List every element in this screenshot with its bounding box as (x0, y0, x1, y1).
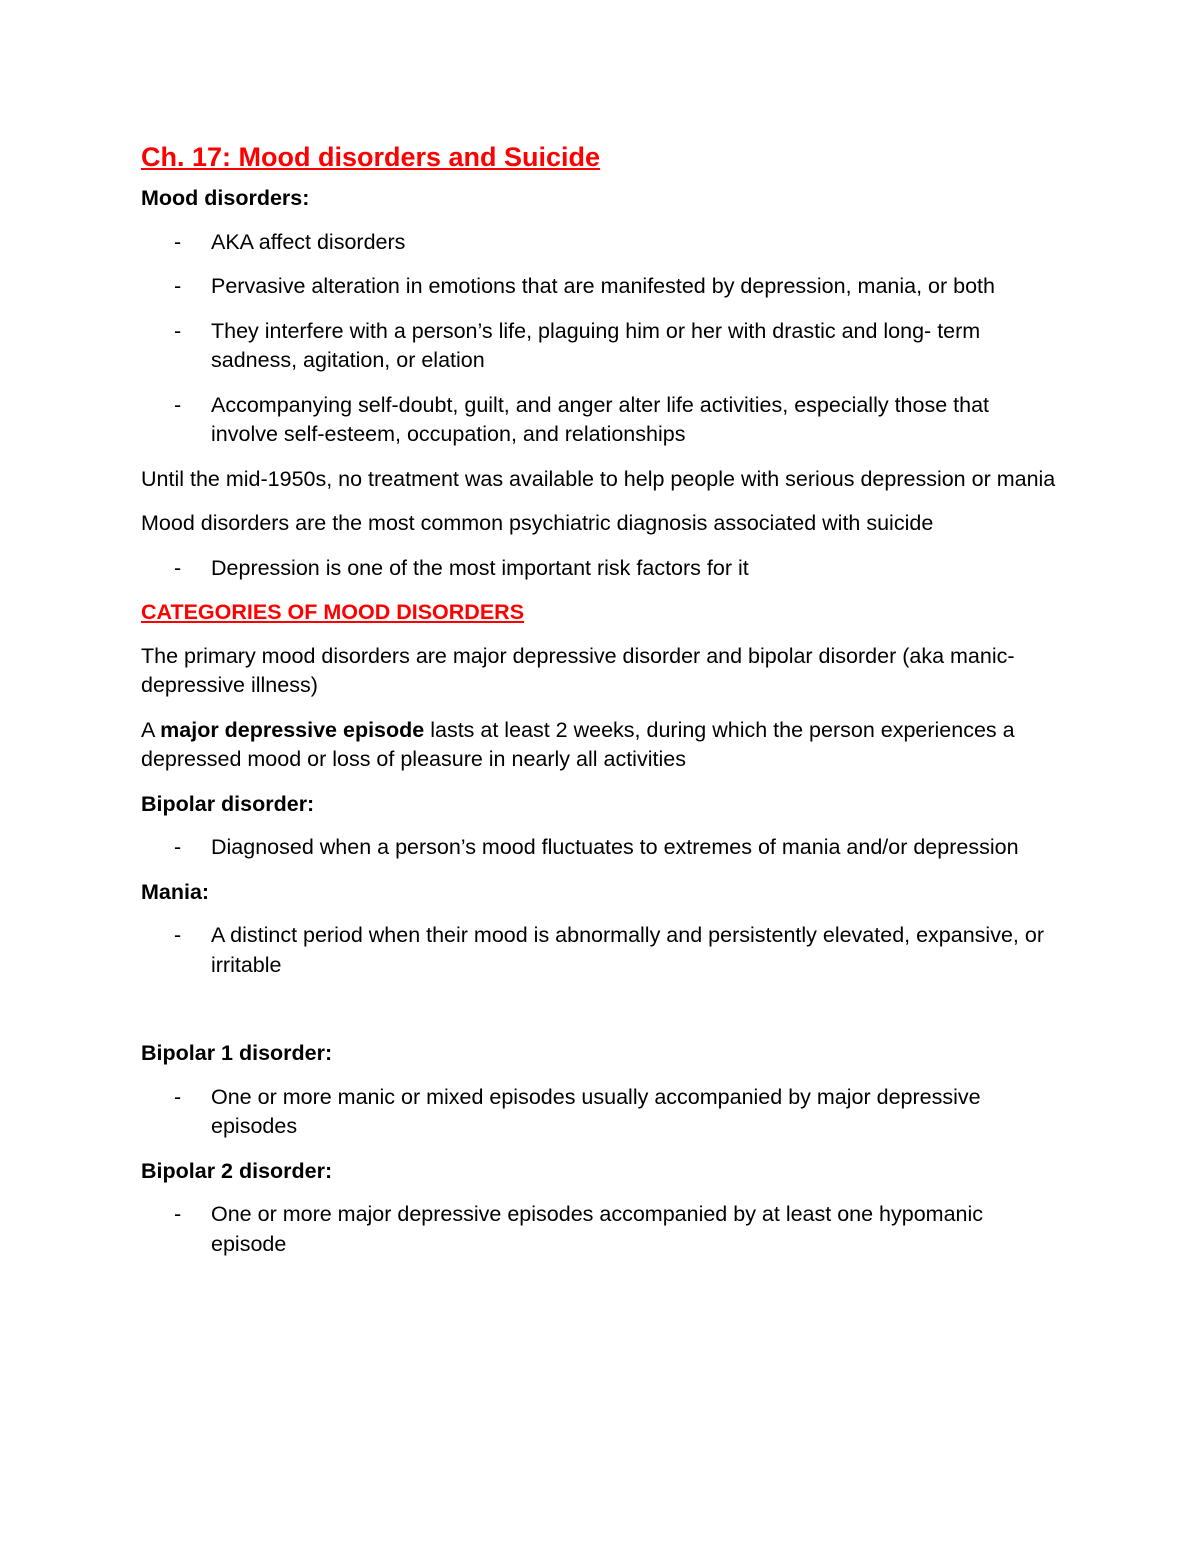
bipolar-1-heading: Bipolar 1 disorder: (141, 1041, 333, 1065)
major-depressive-episode-paragraph (141, 716, 1061, 775)
list-item-text: One or more major depressive episodes accompanied by at least one hypomanic episode (211, 1202, 984, 1256)
bipolar-disorder-heading: Bipolar disorder: (141, 791, 315, 816)
document-page (141, 138, 1061, 1274)
list-item (141, 833, 1061, 863)
suicide-paragraph: Mood disorders are the most common psychiatric diagnosis associated with suicide (141, 511, 934, 535)
list-item (141, 1083, 1061, 1142)
dash-bullet-icon: - (174, 835, 182, 859)
mania-heading: Mania: (141, 879, 210, 904)
paragraph-suffix: lasts at least 2 weeks, during which the person experiences a depressed mood or loss of pleasure in nearly all activities (141, 717, 1015, 771)
dash-bullet-icon: - (174, 229, 182, 254)
suicide-list (141, 554, 1061, 584)
bipolar-2-heading: Bipolar 2 disorder: (141, 1158, 333, 1183)
dash-bullet-icon: - (174, 555, 182, 580)
categories-heading: CATEGORIES OF MOOD DISORDERS (141, 600, 525, 624)
primary-disorders-paragraph: The primary mood disorders are major depressive disorder and bipolar disorder (aka manic-depressive illness) (141, 643, 1015, 697)
list-item (141, 921, 1061, 980)
list-item (141, 228, 1061, 258)
list-item-text: One or more manic or mixed episodes usually accompanied by major depressive episodes (211, 1084, 981, 1138)
dash-bullet-icon: - (174, 1202, 182, 1226)
document-title: Ch. 17: Mood disorders and Suicide (141, 142, 601, 172)
list-item-text: Accompanying self-doubt, guilt, and anger alter life activities, especially those that involve self-esteem, occupation, and relationships (211, 392, 990, 446)
list-item (141, 391, 1061, 450)
dash-bullet-icon: - (174, 1084, 182, 1109)
dash-bullet-icon: - (174, 274, 182, 298)
mood-disorders-heading: Mood disorders: (141, 186, 310, 210)
major-depressive-episode-term: major depressive episode (160, 717, 425, 742)
list-item-text: Depression is one of the most important risk factors for it (211, 555, 749, 580)
dash-bullet-icon: - (174, 318, 182, 343)
list-item-text: A distinct period when their mood is abnormally and persistently elevated, expansive, or irritable (211, 923, 1044, 977)
bipolar-disorder-list (141, 833, 1061, 863)
list-item-text: Diagnosed when a person’s mood fluctuates to extremes of mania and/or depression (211, 835, 1019, 859)
treatment-paragraph: Until the mid-1950s, no treatment was available to help people with serious depression or mania (141, 466, 1056, 491)
dash-bullet-icon: - (174, 392, 182, 417)
bipolar-1-list (141, 1083, 1061, 1142)
bipolar-2-list (141, 1200, 1061, 1259)
mood-disorders-list (141, 228, 1061, 450)
mania-list (141, 921, 1061, 980)
blank-line (141, 995, 1061, 1039)
list-item-text: AKA affect disorders (211, 229, 406, 254)
list-item (141, 317, 1061, 376)
list-item (141, 554, 1061, 584)
list-item (141, 1200, 1061, 1259)
dash-bullet-icon: - (174, 923, 182, 947)
list-item-text: Pervasive alteration in emotions that are manifested by depression, mania, or both (211, 274, 995, 298)
list-item (141, 272, 1061, 302)
list-item-text: They interfere with a person’s life, plaguing him or her with drastic and long- term sadness, agitation, or elation (211, 318, 981, 372)
paragraph-prefix: A (141, 717, 161, 742)
